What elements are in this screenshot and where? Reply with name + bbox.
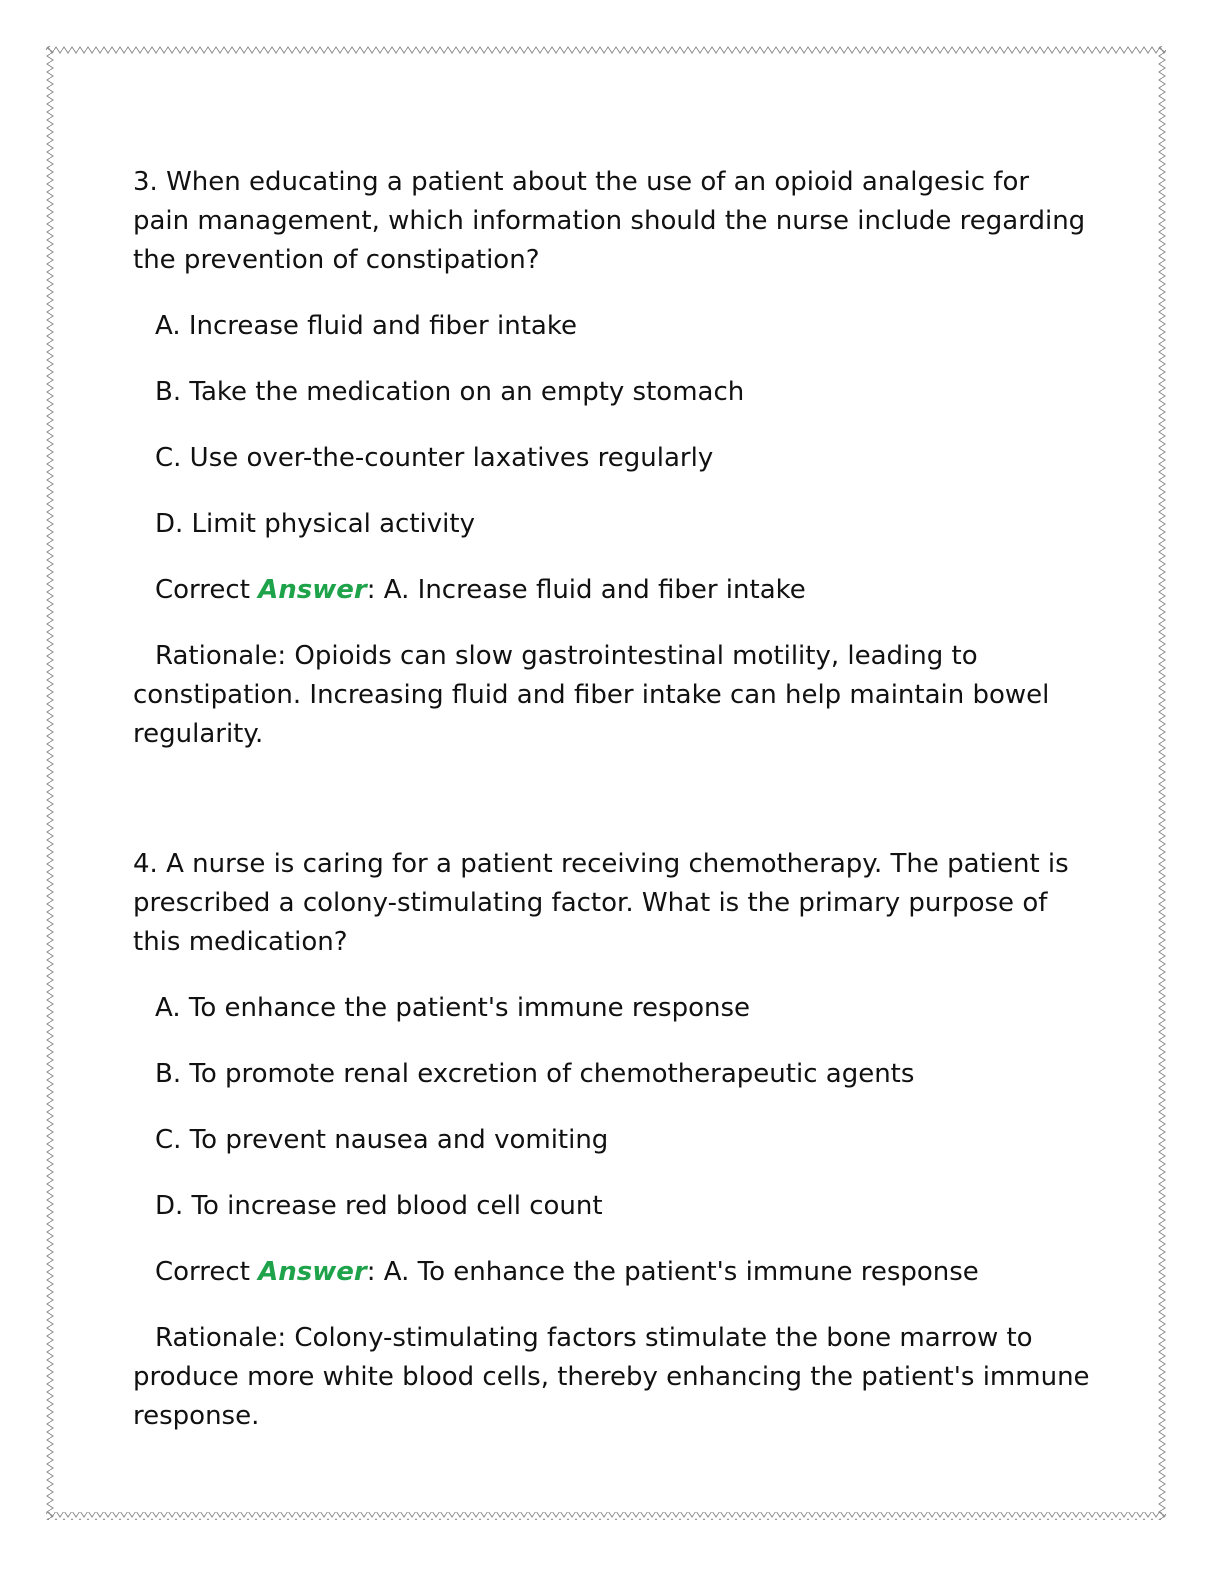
- question-text: 3. When educating a patient about the use of an opioid analgesic for pain management, which information should the nurse include regarding the prevention of constipation?: [133, 167, 1086, 275]
- answer-text: : A. To enhance the patient's immune response: [366, 1257, 979, 1287]
- answer-keyword: Answer: [258, 1257, 367, 1287]
- question-text: 4. A nurse is caring for a patient receiving chemotherapy. The patient is prescribed a colony-stimulating factor. What is the primary purpose of this medication?: [133, 849, 1069, 957]
- option-c: C. Use over-the-counter laxatives regularly: [155, 443, 714, 473]
- option-b: B. Take the medication on an empty stomach: [155, 377, 745, 407]
- rationale-text: Rationale: Colony-stimulating factors stimulate the bone marrow to produce more white blood cells, thereby enhancing the patient's immune response.: [133, 1323, 1090, 1431]
- border-right: [1158, 46, 1166, 1520]
- option-d: D. Limit physical activity: [155, 509, 475, 539]
- correct-answer-line: [155, 571, 1093, 610]
- option-c: C. To prevent nausea and vomiting: [155, 1125, 609, 1155]
- border-left: [46, 46, 54, 1520]
- option-d: D. To increase red blood cell count: [155, 1191, 603, 1221]
- option-a: A. To enhance the patient's immune response: [155, 993, 751, 1023]
- answer-prefix: Correct: [155, 1257, 259, 1287]
- correct-answer-line: [155, 1253, 1093, 1292]
- rationale-text: Rationale: Opioids can slow gastrointestinal motility, leading to constipation. Increasing fluid and fiber intake can help maintain bowel regularity.: [133, 641, 1050, 749]
- answer-text: : A. Increase fluid and fiber intake: [366, 575, 806, 605]
- option-a: A. Increase fluid and fiber intake: [155, 311, 577, 341]
- question-block-4: [133, 845, 1093, 1436]
- answer-prefix: Correct: [155, 575, 259, 605]
- question-block-3: [133, 163, 1093, 754]
- border-top: [46, 46, 1166, 54]
- option-b: B. To promote renal excretion of chemotherapeutic agents: [155, 1059, 915, 1089]
- answer-keyword: Answer: [258, 575, 367, 605]
- border-bottom: [46, 1512, 1166, 1520]
- document-content: [133, 163, 1093, 1436]
